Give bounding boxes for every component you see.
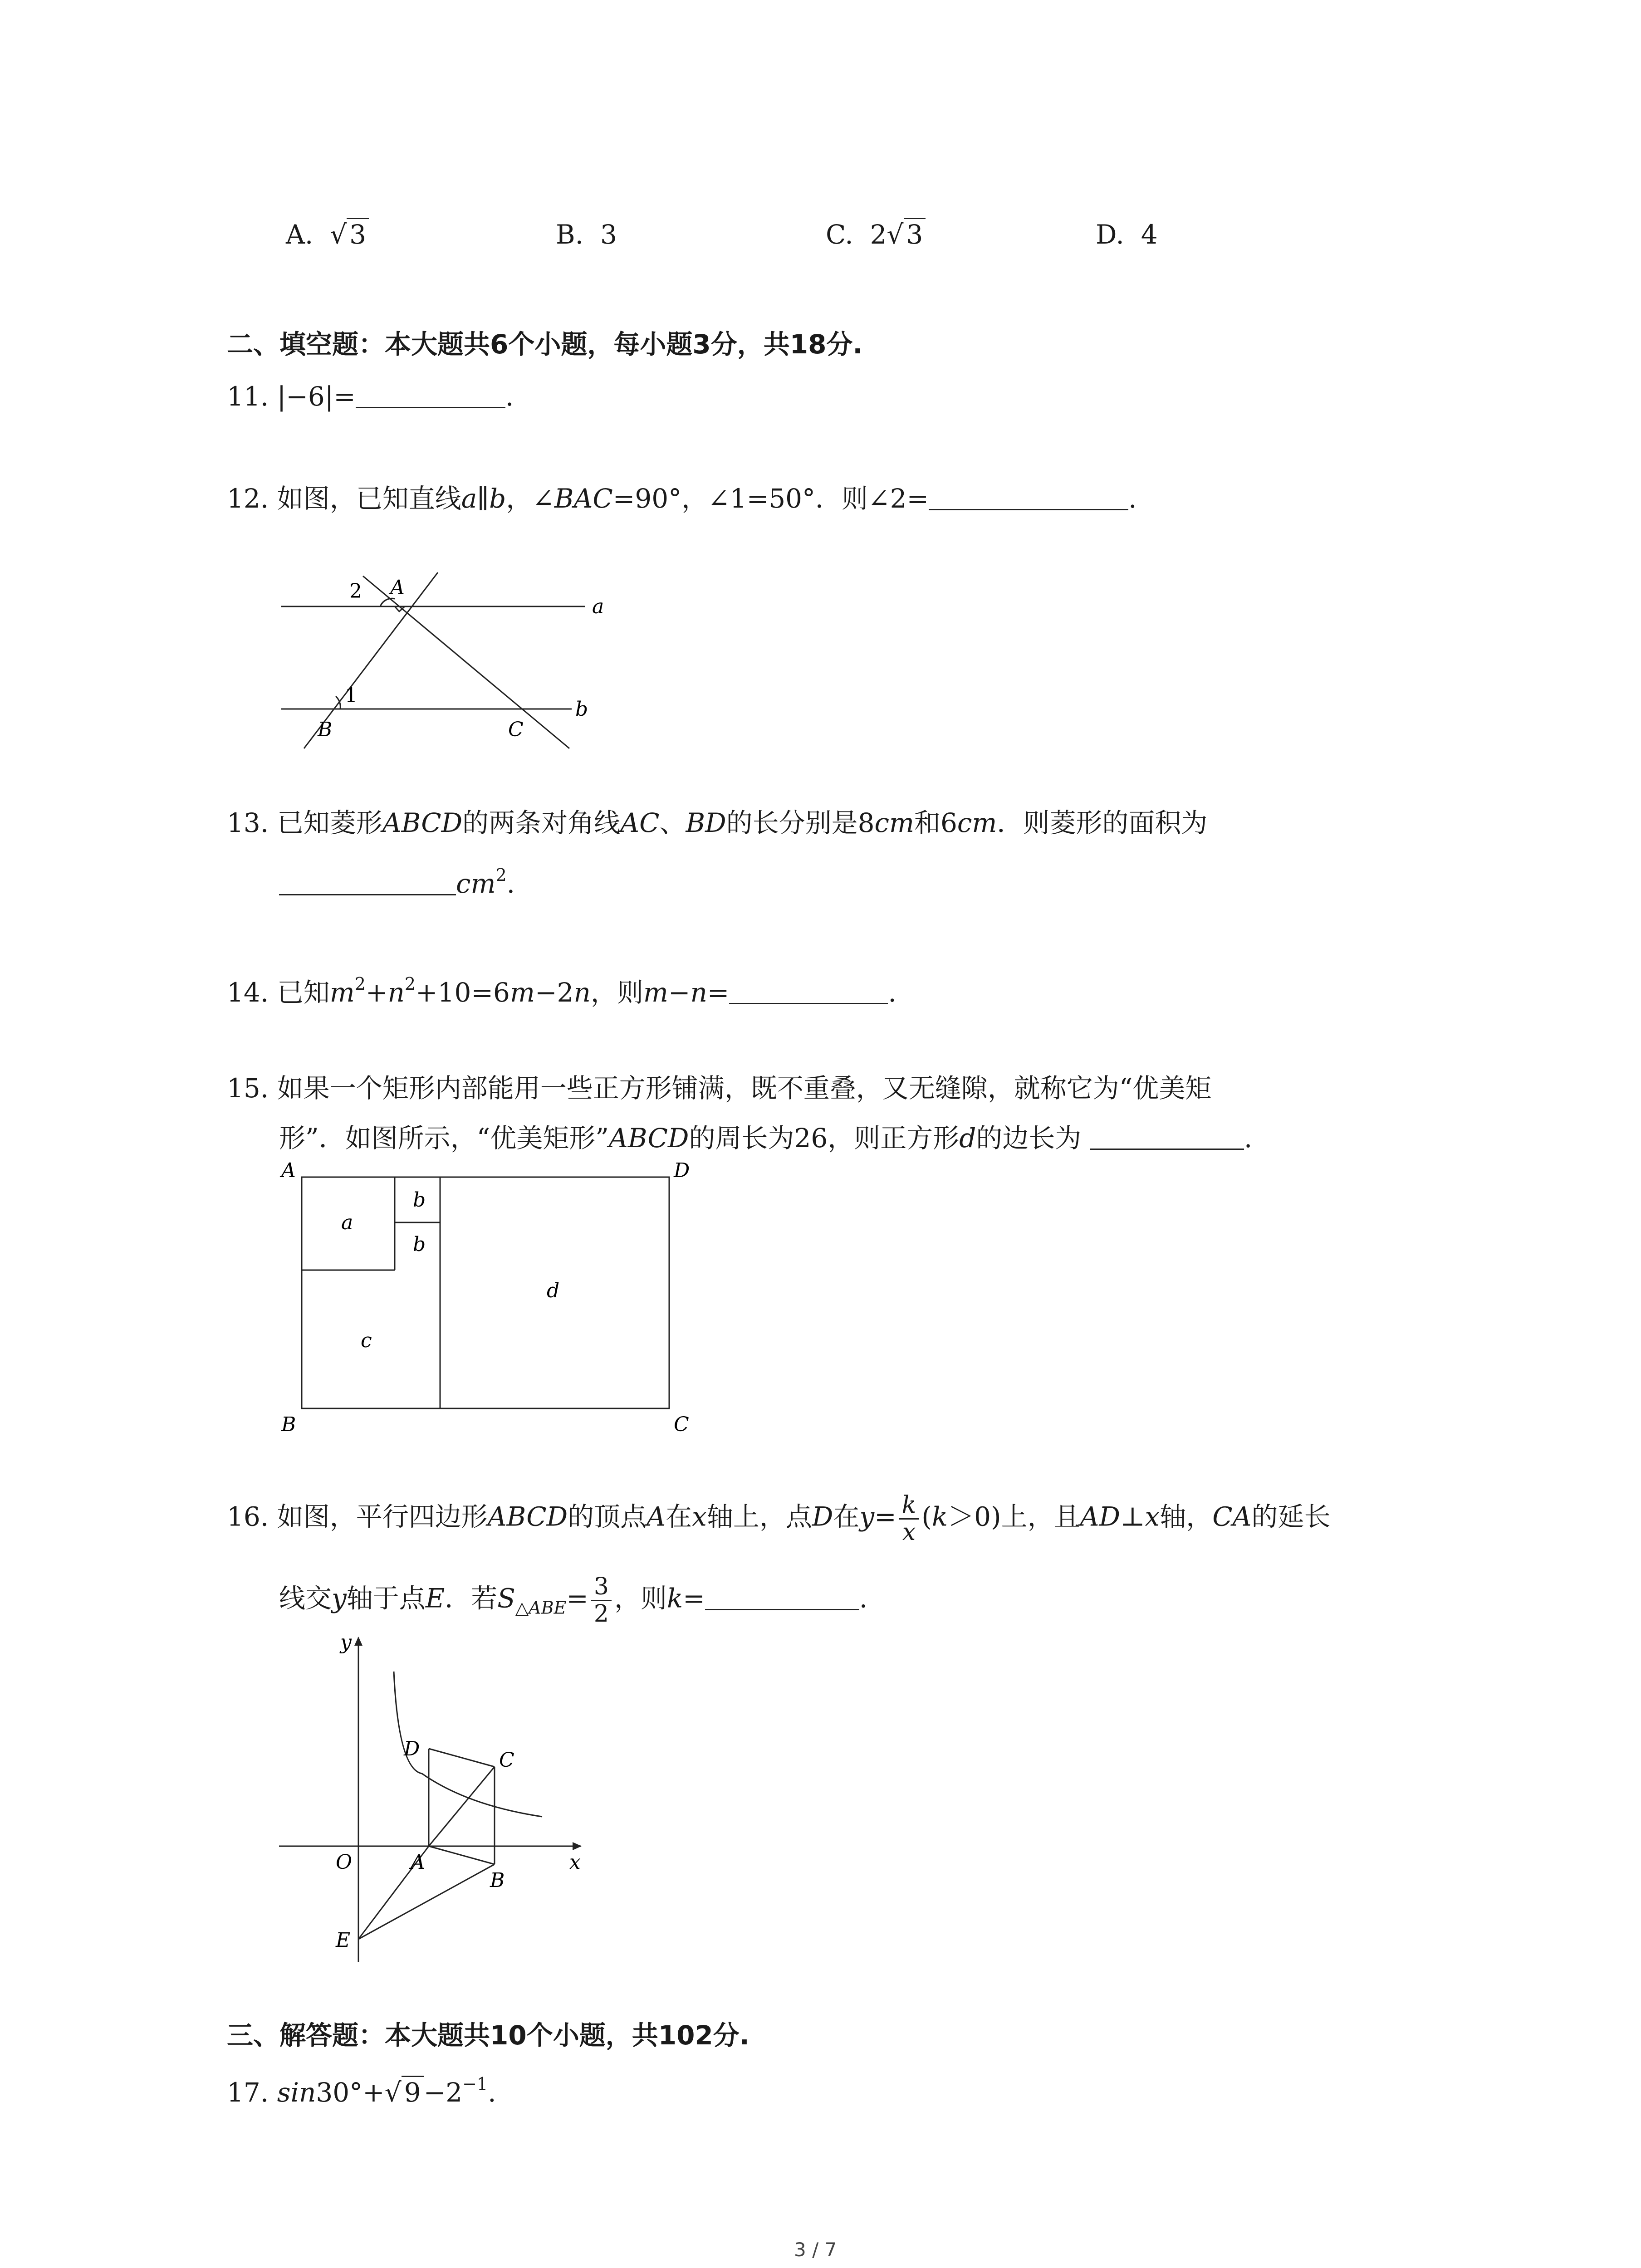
question-11: 11. |−6|= . [227, 381, 514, 412]
fig16-label-D: D [404, 1737, 420, 1760]
fig12-label-C: C [508, 718, 524, 741]
seg-EB [358, 1864, 495, 1939]
fig15-label-D: D [674, 1161, 690, 1182]
fig15-label-A: A [281, 1161, 296, 1182]
x-axis-arrow [573, 1842, 582, 1850]
q12-figure [272, 562, 617, 758]
fig12-label-b: b [575, 698, 588, 721]
q10-option-a: A. √ 3 [286, 221, 369, 248]
q10-option-c: C. 2√ 3 [826, 221, 926, 248]
answer-blank-14[interactable] [729, 1003, 888, 1004]
answer-blank-16[interactable] [705, 1609, 859, 1610]
fig12-label-B: B [318, 718, 333, 741]
fig16-label-C: C [499, 1749, 514, 1772]
answer-blank-15[interactable] [1090, 1149, 1244, 1150]
fig16-label-E: E [336, 1929, 351, 1952]
fig12-label-1: 1 [345, 684, 358, 707]
fig15-label-b1: b [413, 1188, 426, 1212]
question-17: 17. sin30°+√ $9 -2^{-1}$. [227, 2074, 496, 2108]
answer-blank-13[interactable] [279, 894, 456, 895]
fig16-label-O: O [336, 1851, 353, 1874]
fig15-label-d: d [547, 1279, 560, 1302]
q10-option-d: D. 4 [1096, 219, 1158, 250]
fig12-label-a: a [592, 595, 604, 618]
page-number: 3 / 7 [794, 2239, 837, 2261]
question-13-line2: $cm^2$. [279, 866, 515, 897]
fig15-label-C: C [674, 1413, 689, 1436]
y-axis-arrow [354, 1637, 362, 1646]
fig15-label-B: B [281, 1413, 296, 1436]
question-16-line2: 线交y轴于点E．若$S_{\triangle ABE}=$ $\frac{3}{2}$ ，则k= . [279, 1573, 868, 1628]
answer-blank-12[interactable] [929, 509, 1128, 510]
fig16-label-x: x [569, 1851, 581, 1874]
fig15-label-c: c [361, 1329, 372, 1352]
answer-blank-11[interactable] [356, 407, 505, 408]
fig16-label-A: A [411, 1851, 425, 1874]
question-12: 12. 如图，已知直线a∥b，∠BAC=90°，∠1=50°．则∠2= . [227, 483, 1137, 514]
diag-AC [429, 1767, 495, 1846]
section-3-heading: 三、解答题：本大题共10个小题，共102分. [227, 2020, 749, 2051]
section-2-heading: 二、填空题：本大题共6个小题，每小题3分，共18分. [227, 329, 863, 360]
question-16: 16. 如图，平行四边形ABCD的顶点A在x轴上，点D在y= $\frac{k}{x}$ (k＞0)上，且AD⊥x轴，CA的延长 [227, 1491, 1331, 1546]
rect-abcd [302, 1177, 669, 1408]
fig16-label-y: y [340, 1631, 352, 1654]
fig12-label-A: A [390, 576, 405, 599]
angle-2-arc [380, 598, 395, 606]
fig15-label-b2: b [413, 1233, 426, 1256]
line-ac [363, 576, 569, 748]
q15-figure [272, 1161, 708, 1442]
question-14: 14. 已知$m^2+n^2+10=6m-2n$，则m−n= . [227, 974, 896, 1008]
q16-figure [272, 1624, 599, 1969]
question-15: 15. 如果一个矩形内部能用一些正方形铺满，既不重叠，又无缝隙，就称它为“优美矩 [227, 1073, 1212, 1104]
q10-option-b: B. 3 [556, 219, 617, 250]
fig15-label-a: a [341, 1211, 353, 1234]
fig12-label-2: 2 [349, 580, 362, 603]
question-15-line2: 形”．如图所示，“优美矩形”ABCD的周长为26，则正方形d的边长为 . [279, 1123, 1253, 1154]
question-13: 13. 已知菱形ABCD的两条对角线AC、BD的长分别是8cm和6cm．则菱形的面积为 [227, 807, 1208, 838]
fig16-label-B: B [490, 1869, 505, 1892]
